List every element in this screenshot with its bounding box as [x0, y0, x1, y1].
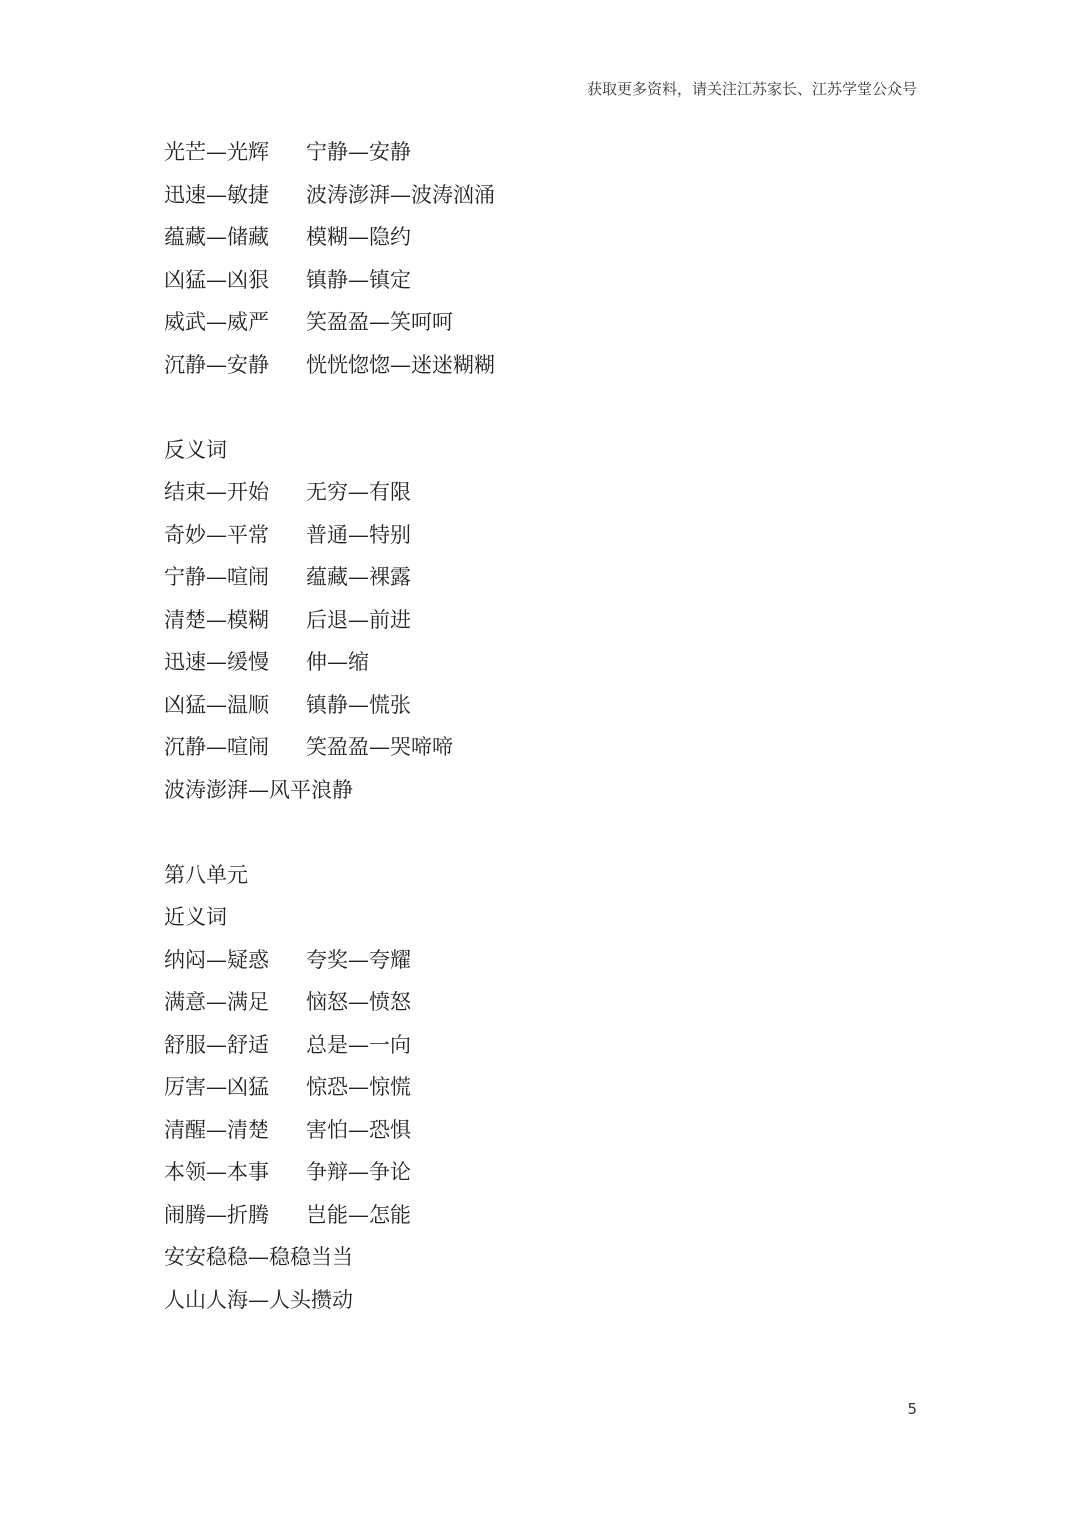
- word-pair: 宁静—安静: [306, 140, 411, 164]
- word-pair: 结束—开始: [164, 480, 269, 504]
- word-pair: 伸—缩: [306, 650, 369, 674]
- word-pair: 迅速—缓慢: [164, 650, 269, 674]
- word-pair-row: [164, 131, 924, 174]
- antonym-section: [164, 429, 924, 812]
- word-pair: 蕴藏—储藏: [164, 225, 269, 249]
- word-pair-row: [164, 1109, 924, 1152]
- page-number: 5: [907, 1400, 917, 1418]
- word-pair: 凶猛—凶狠: [164, 267, 269, 292]
- page-header: 获取更多资料，请关注江苏家长、江苏学堂公众号: [586, 80, 917, 98]
- word-pair: 清醒—清楚: [164, 1117, 269, 1142]
- word-pair: 光芒—光辉: [164, 140, 269, 164]
- unit-title: 第八单元: [164, 862, 248, 887]
- spacer: [164, 811, 924, 854]
- document-body: [164, 131, 924, 1321]
- word-pair-row: [164, 641, 924, 684]
- word-pair: 镇静—慌张: [306, 692, 411, 717]
- synonym-list-continued: [164, 131, 924, 386]
- word-pair: 沉静—喧闹: [164, 735, 269, 759]
- word-pair: 总是—一向: [306, 1032, 411, 1057]
- word-pair-row: [164, 174, 924, 217]
- word-pair-row: [164, 344, 924, 387]
- word-pair-row: [164, 981, 924, 1024]
- word-pair-row: [164, 556, 924, 599]
- word-pair-row: [164, 514, 924, 557]
- word-pair: 迅速—敏捷: [164, 182, 269, 207]
- word-pair-row: [164, 939, 924, 982]
- word-pair-row: [164, 471, 924, 514]
- word-pair: 波涛澎湃—波涛汹涌: [306, 182, 495, 207]
- word-pair: 普通—特别: [306, 522, 411, 547]
- word-pair-row: [164, 1151, 924, 1194]
- word-pair: 威武—威严: [164, 310, 269, 334]
- word-pair-row: [164, 1066, 924, 1109]
- word-pair: 宁静—喧闹: [164, 565, 269, 589]
- word-pair: 笑盈盈—哭啼啼: [306, 735, 453, 759]
- word-pair: 模糊—隐约: [306, 225, 411, 249]
- word-pair: 恼怒—愤怒: [306, 990, 411, 1014]
- word-pair: 惊恐—惊慌: [306, 1075, 411, 1099]
- word-pair: 夸奖—夸耀: [306, 947, 411, 972]
- word-pair-row: [164, 301, 924, 344]
- word-pair-single: 安安稳稳—稳稳当当: [164, 1245, 353, 1269]
- word-pair: 闹腾—折腾: [164, 1202, 269, 1227]
- word-pair: 舒服—舒适: [164, 1032, 269, 1057]
- word-pair: 后退—前进: [306, 607, 411, 632]
- word-pair-row: [164, 259, 924, 302]
- word-pair: 凶猛—温顺: [164, 692, 269, 717]
- word-pair: 满意—满足: [164, 990, 269, 1014]
- word-pair: 清楚—模糊: [164, 607, 269, 632]
- word-pair-row: [164, 684, 924, 727]
- word-pair: 本领—本事: [164, 1160, 269, 1184]
- word-pair: 沉静—安静: [164, 352, 269, 377]
- word-pair: 镇静—镇定: [306, 267, 411, 292]
- word-pair: 害怕—恐惧: [306, 1117, 411, 1142]
- word-pair: 恍恍惚惚—迷迷糊糊: [306, 352, 495, 377]
- word-pair: 奇妙—平常: [164, 522, 269, 547]
- word-pair: 蕴藏—裸露: [306, 565, 411, 589]
- spacer: [164, 386, 924, 429]
- word-pair-row: [164, 599, 924, 642]
- word-pair-row: [164, 726, 924, 769]
- word-pair: 厉害—凶猛: [164, 1075, 269, 1099]
- section-heading: 反义词: [164, 437, 227, 462]
- word-pair: 争辩—争论: [306, 1160, 411, 1184]
- word-pair: 岂能—怎能: [306, 1202, 411, 1227]
- word-pair: 无穷—有限: [306, 480, 411, 504]
- word-pair-single: 波涛澎湃—风平浪静: [164, 777, 353, 802]
- word-pair-single: 人山人海—人头攒动: [164, 1287, 353, 1312]
- word-pair: 笑盈盈—笑呵呵: [306, 310, 453, 334]
- word-pair-row: [164, 1024, 924, 1067]
- unit-8-section: [164, 854, 924, 1322]
- word-pair: 纳闷—疑惑: [164, 947, 269, 972]
- word-pair-row: [164, 1194, 924, 1237]
- section-heading: 近义词: [164, 905, 227, 929]
- word-pair-row: [164, 216, 924, 259]
